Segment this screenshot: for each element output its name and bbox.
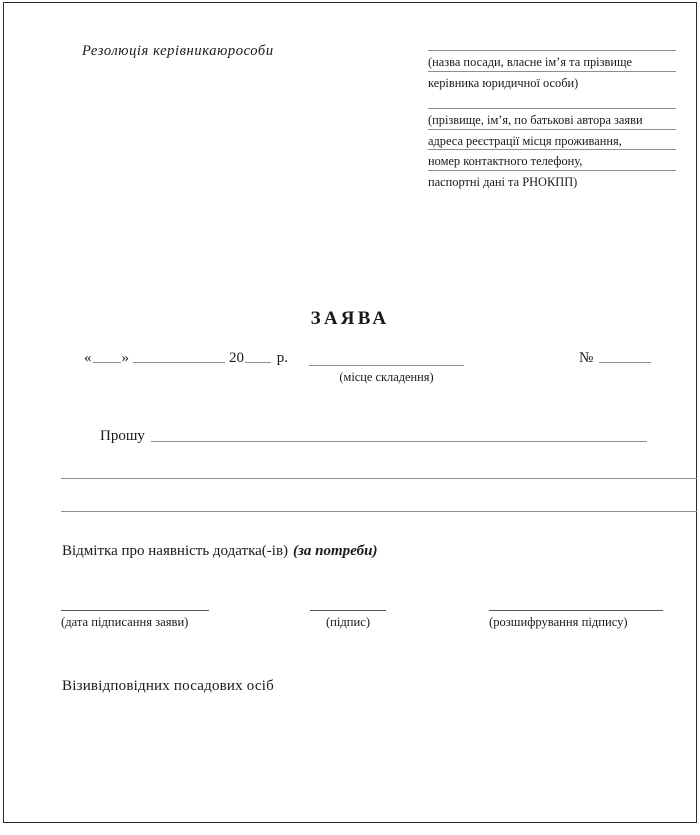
quote-close: »: [121, 350, 129, 366]
addressee-caption: керівника юридичної особи): [428, 75, 579, 90]
signature-decode-field: [489, 610, 663, 630]
addressee-row: [428, 149, 676, 170]
year-suffix: р.: [276, 350, 288, 366]
signature-field: [310, 610, 386, 630]
signature-row: [0, 610, 700, 650]
day-blank[interactable]: [93, 362, 121, 363]
addressee-row: [428, 71, 676, 92]
addressee-row: [428, 129, 676, 150]
addressee-block: [428, 50, 676, 190]
request-first-line: [64, 428, 636, 445]
addressee-row: [428, 50, 676, 71]
request-blank[interactable]: [151, 441, 647, 442]
addressee-caption: (назва посади, власне імʼя та прізвище: [428, 55, 633, 69]
request-blank[interactable]: [61, 511, 697, 512]
number-symbol: №: [579, 350, 594, 366]
addressee-caption: (прізвище, імʼя, по батькові автора заяви: [428, 113, 643, 127]
number-blank[interactable]: [599, 362, 651, 363]
signature-date-field: [61, 610, 209, 630]
signature-date-caption: (дата підписання заяви): [61, 615, 189, 629]
document-title: ЗАЯВА: [310, 308, 390, 329]
month-blank[interactable]: [133, 362, 225, 363]
date-field: [84, 350, 288, 367]
addressee-caption: адреса реєстрації місця проживання,: [428, 133, 622, 148]
attachment-optional-note: (за потреби): [293, 543, 378, 559]
resolution-note: Резолюція керівникаюрособи: [82, 43, 274, 59]
visas-note: Візивідповідних посадових осіб: [62, 678, 274, 694]
place-caption: (місце складення): [339, 370, 434, 384]
request-spacer: [64, 479, 636, 511]
signature-caption: (підпис): [325, 615, 371, 629]
addressee-caption: паспортні дані та РНОКПП): [428, 174, 578, 189]
request-spacer: [64, 445, 636, 478]
attachment-label: Відмітка про наявність додатка(-ів): [62, 543, 289, 559]
request-block: [64, 428, 636, 512]
addressee-row: [428, 108, 676, 129]
year-blank[interactable]: [245, 362, 271, 363]
addressee-caption: номер контактного телефону,: [428, 154, 583, 168]
addressee-spacer: [428, 91, 676, 108]
quote-open: «: [84, 350, 92, 366]
signature-decode-caption: (розшифрування підпису): [489, 615, 628, 629]
request-label: Прошу: [100, 428, 145, 444]
addressee-row: [428, 170, 676, 191]
number-field: [579, 350, 651, 367]
date-place-number-row: [84, 350, 664, 396]
year-prefix: 20: [229, 350, 244, 366]
place-field: [309, 352, 464, 385]
attachment-note: [62, 543, 377, 560]
